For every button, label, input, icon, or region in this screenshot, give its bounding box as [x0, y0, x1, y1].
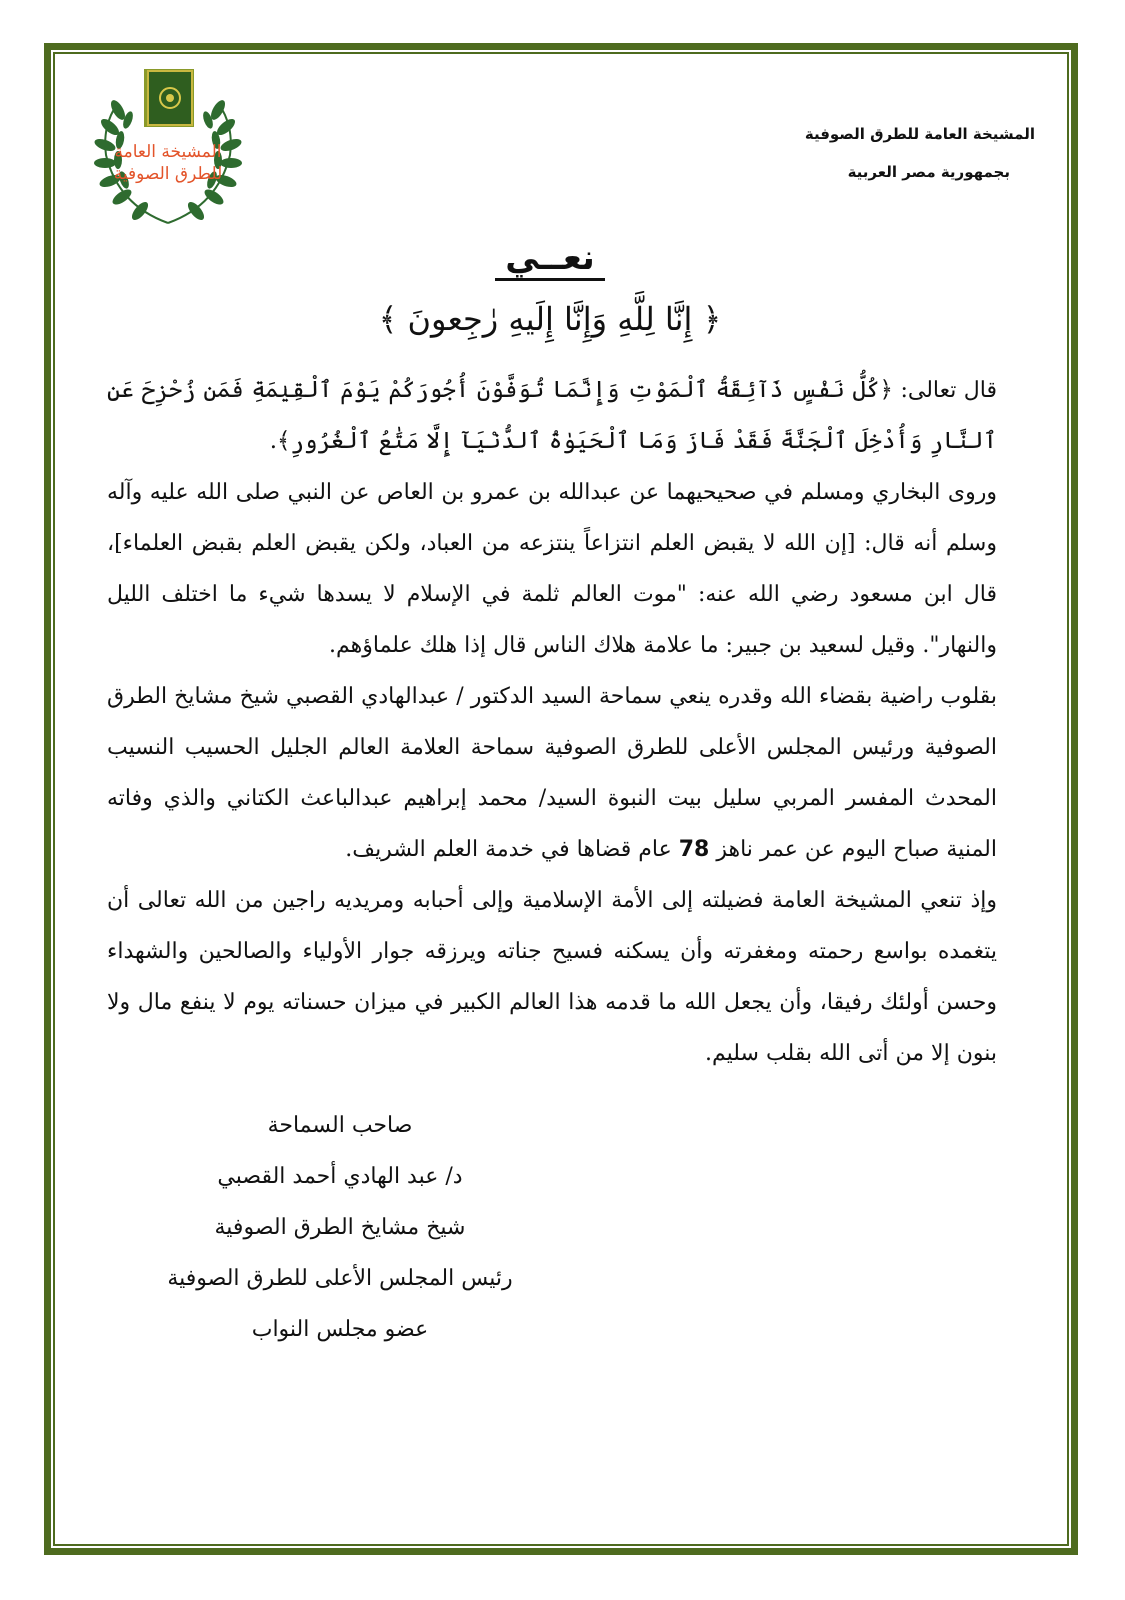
announcement-part1: بقلوب راضية بقضاء الله وقدره ينعي سماحة السيد الدكتور / عبدالهادي القصبي شيخ مشايخ الطرق الصوفية ورئيس المجلس الأعلى للطرق الصوفية سماحة العلامة العالم الجليل الحسيب النسيب المحدث المفسر المربي سليل بيت النبوة السيد/ محمد إبراهيم عبدالباعث الكتاني والذي وفاته المنية صباح اليوم عن عمر ناهز — [107, 684, 997, 862]
logo-text-line2: للطرق الصوفية — [113, 164, 223, 184]
quran-intro: قال تعالى: — [893, 378, 997, 403]
signature-block — [140, 1100, 540, 1355]
condolence-paragraph: وإذ تنعي المشيخة العامة فضيلته إلى الأمة الإسلامية وإلى أحبابه ومريديه راجين من الله تعالى أن يتغمده بواسع رحمته ومغفرته وأن يسكنه فسيح جناته ويرزقه جوار الأولياء والصالحين والشهداء وحسن أولئك رفيقا، وأن يجعل الله ما قدمه هذا العالم الكبير في ميزان حسناته يوم لا ينفع مال ولا بنون إلا من أتى الله بقلب سليم. — [107, 888, 997, 1066]
laurel-wreath-icon — [88, 65, 248, 230]
organization-logo — [88, 65, 248, 230]
signature-line: صاحب السماحة — [267, 1113, 413, 1138]
title-text: نعــي — [495, 238, 605, 281]
quran-book-icon — [144, 69, 194, 127]
signature-line: د/ عبد الهادي أحمد القصبي — [217, 1164, 463, 1189]
logo-text-line1: المشيخة العامة — [114, 142, 222, 162]
document-body — [107, 365, 997, 1079]
hadith-paragraph: وروى البخاري ومسلم في صحيحيهما عن عبدالله بن عمرو بن العاص عن النبي صلى الله عليه وآله وسلم أنه قال: [إن الله لا يقبض العلم انتزاعاً ينتزعه من العباد، ولكن يقبض العلم بقبض العلماء]، قال ابن مسعود رضي الله عنه: "موت العالم ثلمة في الإسلام لا يسدها شيء ما اختلف الليل والنهار". وقيل لسعيد بن جبير: ما علامة هلاك الناس قال إذا هلك علماؤهم. — [107, 480, 997, 658]
header-line-2: بجمهورية مصر العربية — [847, 163, 1010, 181]
announcement-paragraph — [107, 671, 997, 875]
organization-header — [805, 115, 1035, 191]
signature-line: شيخ مشايخ الطرق الصوفية — [214, 1215, 466, 1240]
signature-line: عضو مجلس النواب — [251, 1317, 429, 1342]
header-line-1: المشيخة العامة للطرق الصوفية — [804, 125, 1035, 143]
document-title — [0, 238, 1100, 278]
signature-line: رئيس المجلس الأعلى للطرق الصوفية — [167, 1266, 513, 1291]
quran-paragraph — [107, 365, 997, 467]
announcement-part2: عام قضاها في خدمة العلم الشريف. — [345, 837, 679, 862]
quran-verse: ﴿كُلُّ نَفْسٍ ذَآئِقَةُ ٱلْمَوْتِ وَإِنَّمَا تُوَفَّوْنَ أُجُورَكُمْ يَوْمَ ٱلْقِيٰمَةِ فَمَن زُحْزِحَ عَنِ ٱلنَّارِ وَأُدْخِلَ ٱلْجَنَّةَ فَقَدْ فَازَ وَمَا ٱلْحَيَوٰةُ ٱلدُّنْيَآ إِلَّا مَتَٰعُ ٱلْغُرُورِ﴾. — [107, 377, 997, 454]
age-value: 78 — [678, 837, 710, 862]
verse-heading: ﴿ إِنَّا لِلَّهِ وَإِنَّا إِلَيهِ رٰجِعونَ ﴾ — [378, 300, 722, 338]
